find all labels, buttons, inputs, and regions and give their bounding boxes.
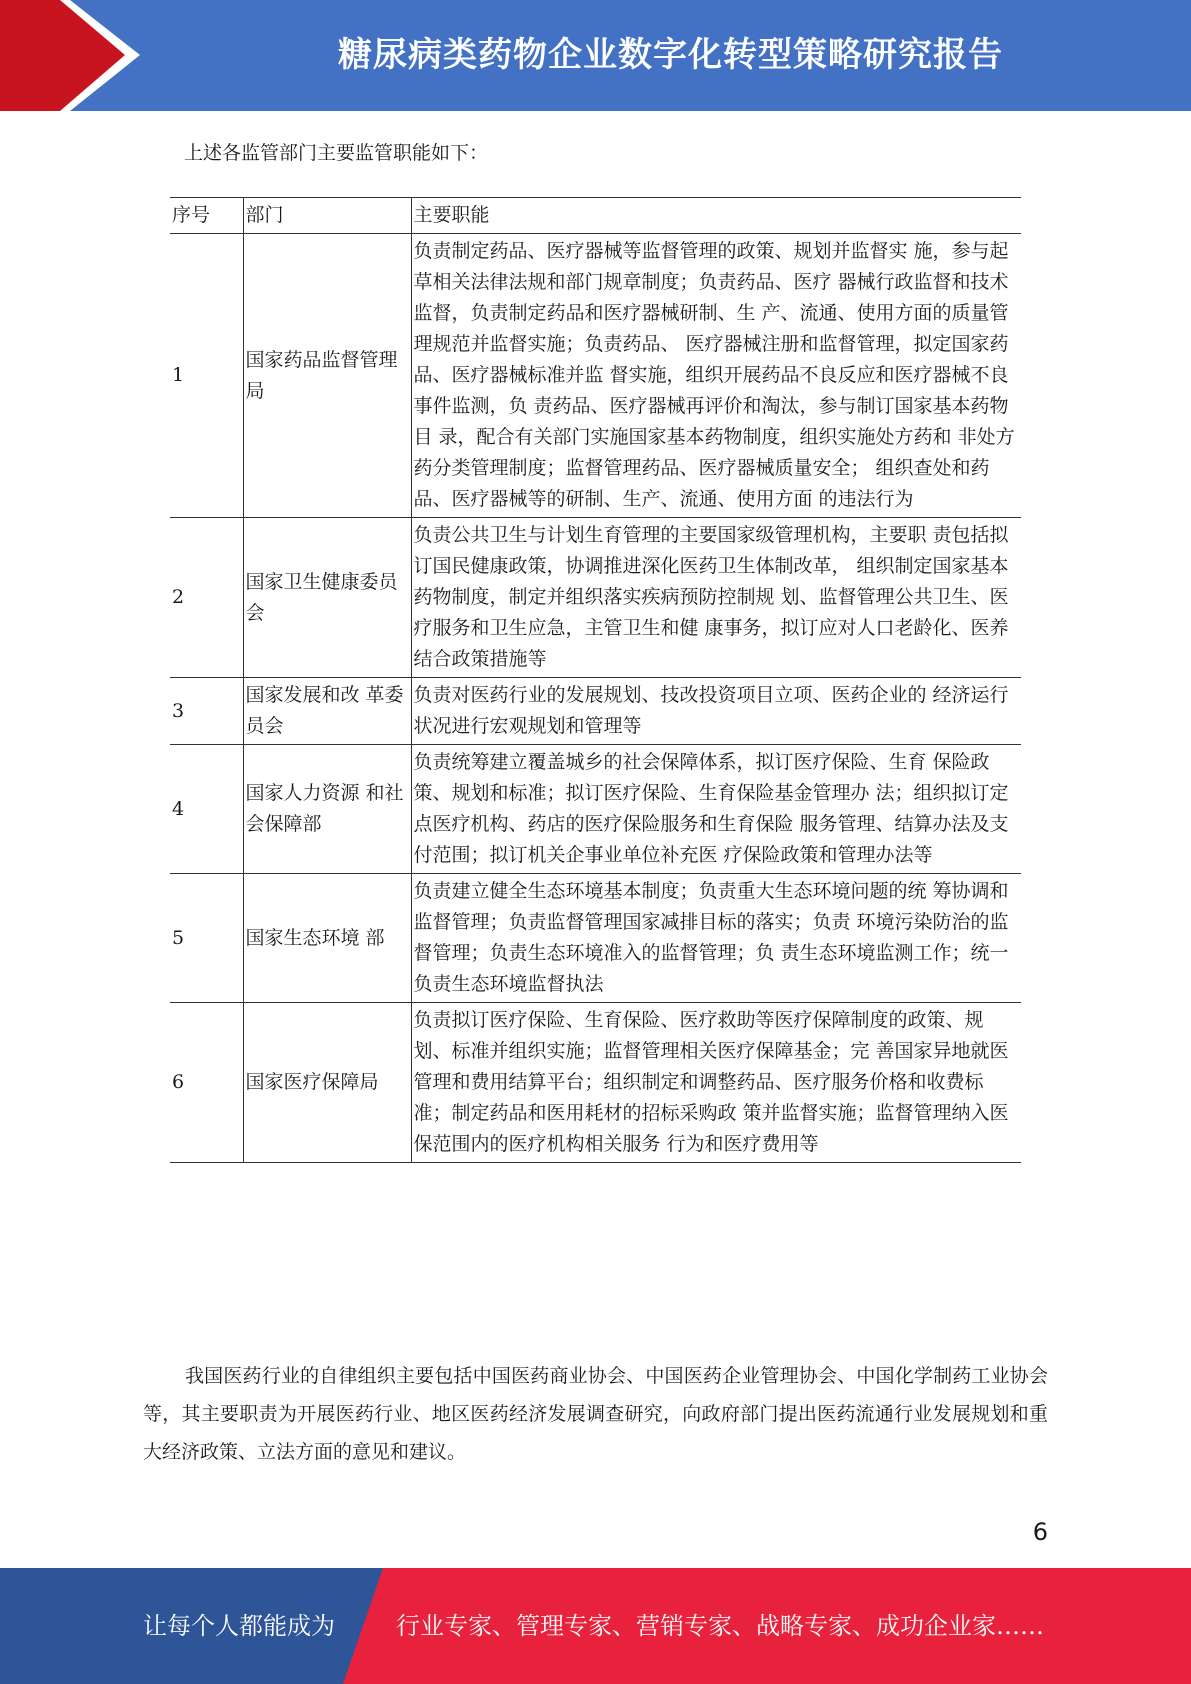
row-dept: 国家医疗保障局 [243, 1003, 411, 1163]
row-dept: 国家药品监督管理局 [243, 234, 411, 518]
footer-slogan-right: 行业专家、管理专家、营销专家、战略专家、成功企业家…… [396, 1612, 1044, 1640]
row-dept: 国家发展和改 革委员会 [243, 678, 411, 745]
table-row [170, 745, 1021, 874]
row-func: 负责统筹建立覆盖城乡的社会保障体系，拟订医疗保险、生育 保险政策、规划和标准；拟订医疗保险、生育保险基金管理办 法；组织拟订定点医疗机构、药店的医疗保险服务和生育保险 服务管理、结算办法及支付范围；拟订机关企事业单位补充医 疗保险政策和管理办法等 [411, 745, 1021, 874]
report-title: 糖尿病类药物企业数字化转型策略研究报告 [338, 35, 1003, 75]
row-no: 2 [172, 586, 185, 608]
header-no: 序号 [172, 204, 211, 226]
row-func: 负责对医药行业的发展规划、技改投资项目立项、医药企业的 经济运行状况进行宏观规划和管理等 [411, 678, 1021, 745]
row-func: 负责拟订医疗保险、生育保险、医疗救助等医疗保障制度的政策、规划、标准并组织实施；监督管理相关医疗保障基金；完 善国家异地就医管理和费用结算平台；组织制定和调整药品、医疗服务价格和收费标准；制定药品和医用耗材的招标采购政 策并监督实施；监督管理纳入医保范围内的医疗机构相关服务 行为和医疗费用等 [411, 1003, 1021, 1163]
header-dept: 部门 [243, 198, 411, 234]
row-dept: 国家人力资源 和社会保障部 [243, 745, 411, 874]
row-dept: 国家生态环境 部 [243, 874, 411, 1003]
row-no: 5 [172, 926, 185, 949]
page-footer [0, 1568, 1191, 1684]
regulator-table [170, 197, 1021, 1163]
intro-text: 上述各监管部门主要监管职能如下： [184, 142, 489, 164]
row-func: 负责建立健全生态环境基本制度；负责重大生态环境问题的统 筹协调和监督管理；负责监督管理国家减排目标的落实；负责 环境污染防治的监督管理；负责生态环境准入的监督管理；负 责生态环境监测工作；统一负责生态环境监督执法 [411, 874, 1021, 1003]
table-row [170, 1003, 1021, 1163]
page-header [0, 0, 1191, 111]
row-no: 3 [172, 699, 185, 722]
table-row [170, 518, 1021, 678]
row-func: 负责制定药品、医疗器械等监督管理的政策、规划并监督实 施，参与起草相关法律法规和部门规章制度；负责药品、医疗 器械行政监督和技术监督，负责制定药品和医疗器械研制、生 产、流通、使用方面的质量管理规范并监督实施；负责药品、 医疗器械注册和监督管理，拟定国家药品、医疗器械标准并监 督实施，组织开展药品不良反应和医疗器械不良事件监测，负 责药品、医疗器械再评价和淘汰，参与制订国家基本药物目 录，配合有关部门实施国家基本药物制度，组织实施处方药和 非处方药分类管理制度；监督管理药品、医疗器械质量安全； 组织查处和药品、医疗器械等的研制、生产、流通、使用方面 的违法行为 [411, 234, 1021, 518]
table-row [170, 234, 1021, 518]
row-dept: 国家卫生健康委员会 [243, 518, 411, 678]
row-func: 负责公共卫生与计划生育管理的主要国家级管理机构，主要职 责包括拟订国民健康政策，协调推进深化医药卫生体制改革， 组织制定国家基本药物制度，制定并组织落实疾病预防控制规 划、监督管理公共卫生、医疗服务和卫生应急，主管卫生和健 康事务，拟订应对人口老龄化、医养结合政策措施等 [411, 518, 1021, 678]
header-func: 主要职能 [411, 198, 1021, 234]
header-arrow-decoration [0, 0, 160, 111]
footer-slogan-left: 让每个人都能成为 [143, 1612, 335, 1640]
row-no: 1 [172, 364, 185, 386]
row-no: 6 [172, 1071, 185, 1093]
table-row [170, 874, 1021, 1003]
body-paragraph: 我国医药行业的自律组织主要包括中国医药商业协会、中国医药企业管理协会、中国化学制药工业协会等，其主要职责为开展医药行业、地区医药经济发展调查研究，向政府部门提出医药流通行业发展规划和重大经济政策、立法方面的意见和建议。 [143, 1365, 1048, 1463]
table-header-row [170, 198, 1021, 234]
page-number: 6 [1032, 1518, 1048, 1546]
table-row [170, 678, 1021, 745]
row-no: 4 [172, 797, 185, 820]
